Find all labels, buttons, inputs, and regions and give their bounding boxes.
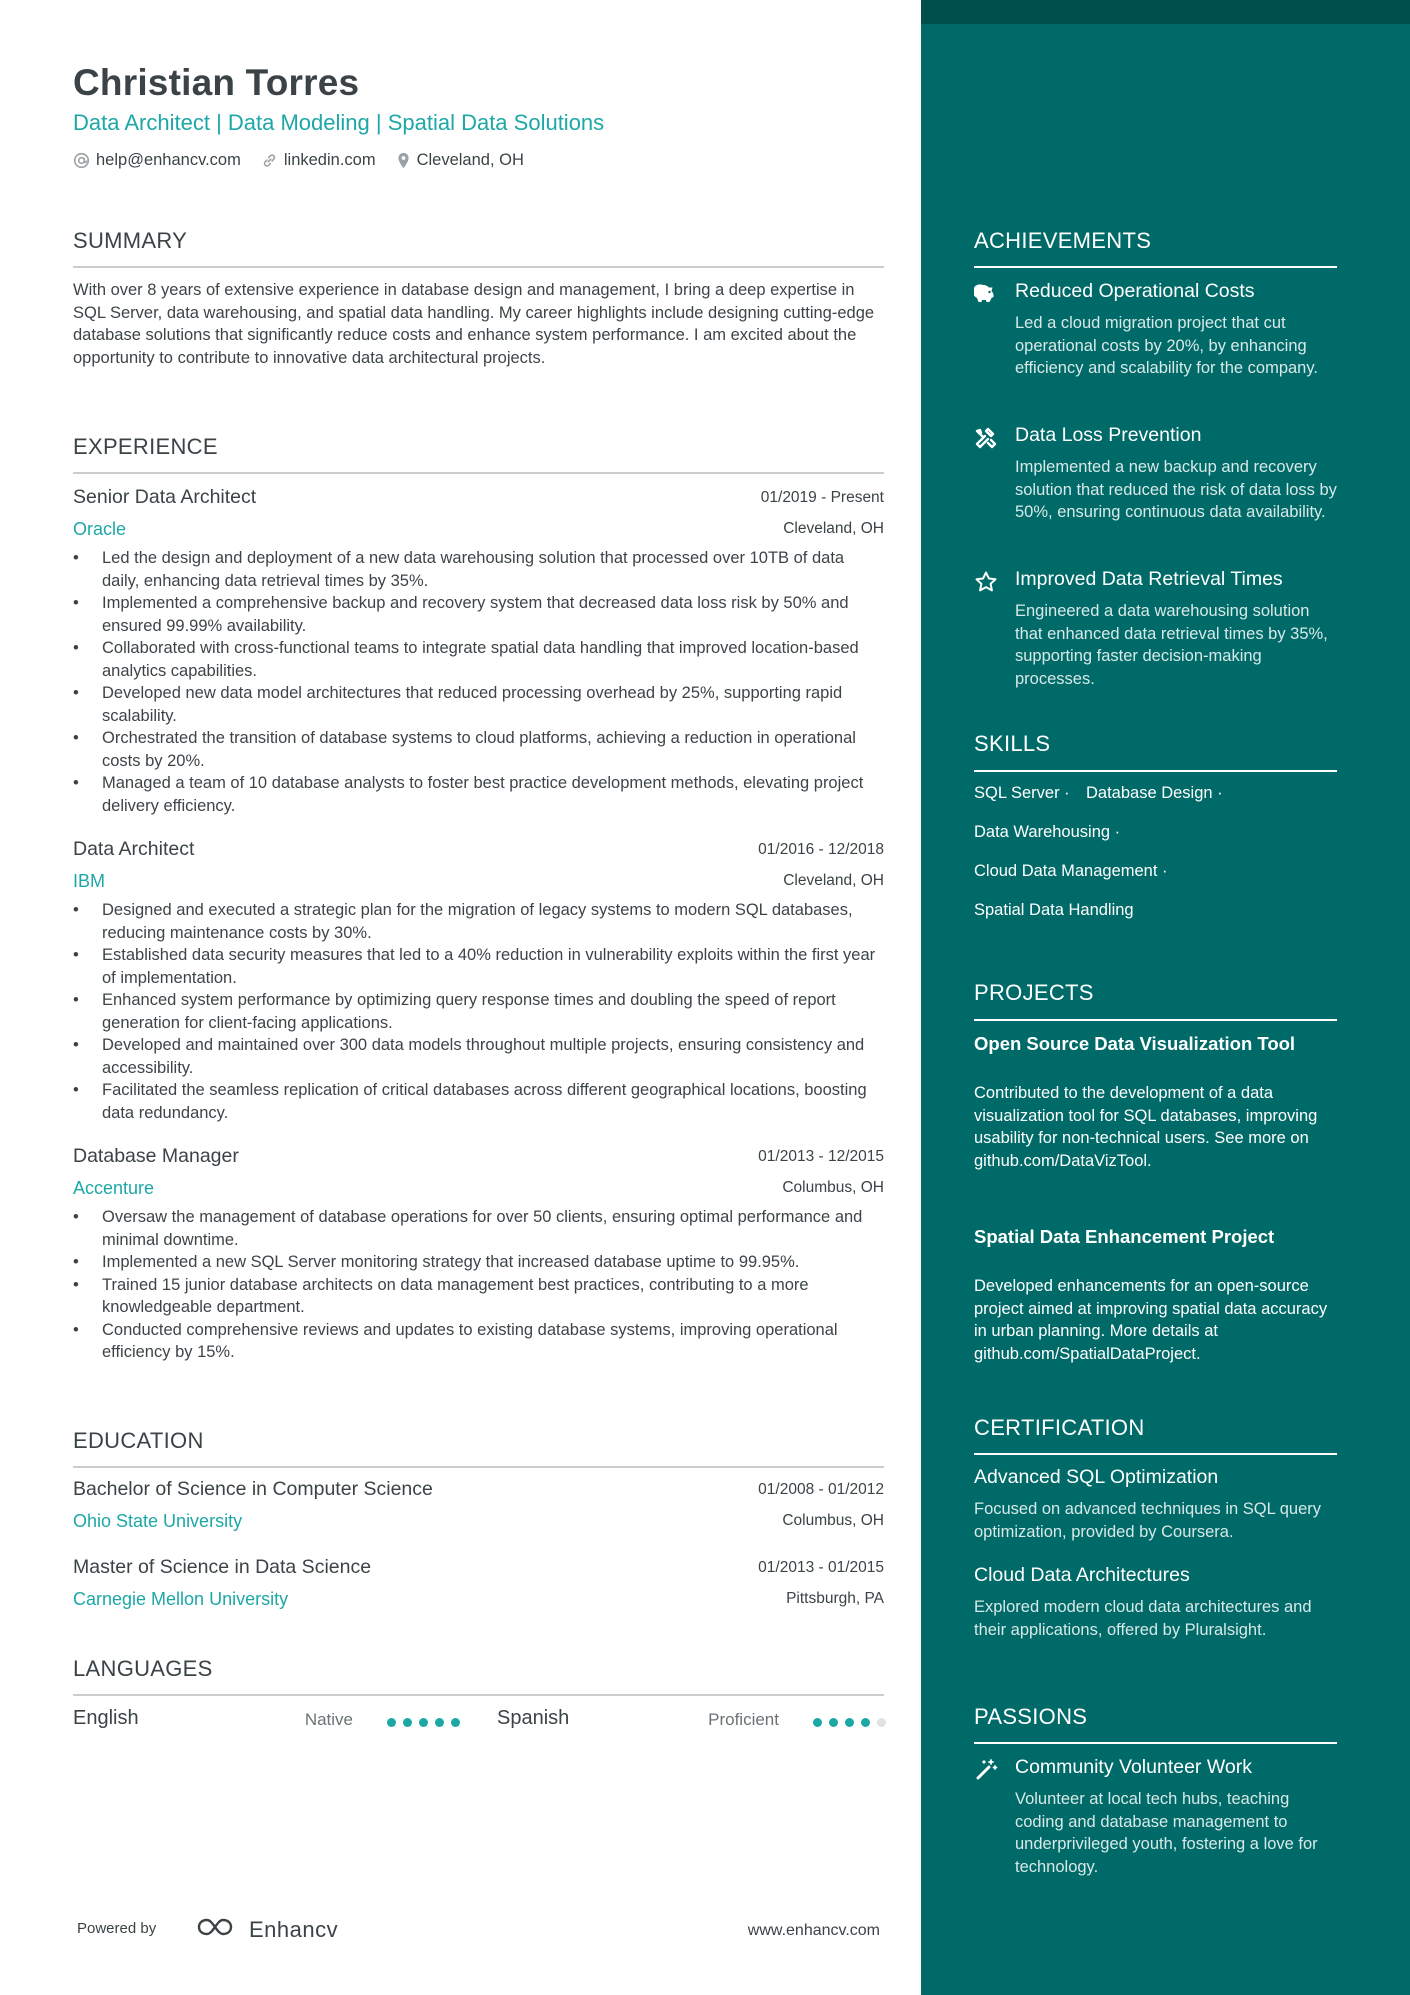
contact-bar (73, 151, 524, 170)
language-name: English (73, 1707, 139, 1729)
candidate-headline: Data Architect | Data Modeling | Spatial Data Solutions (73, 110, 605, 135)
contact-location (396, 151, 524, 170)
language-level: Native (304, 1710, 353, 1729)
experience-entry (73, 1145, 884, 1364)
rating-dot-filled (435, 1718, 444, 1727)
languages-divider (73, 1694, 884, 1696)
certification-title: Cloud Data Architectures (974, 1564, 1190, 1586)
school-name: Carnegie Mellon University (73, 1589, 289, 1609)
job-bullet: • Managed a team of 10 database analysts to foster best practice development methods, elevating project delivery efficiency. (73, 772, 884, 817)
job-bullet: • Facilitated the seamless replication of critical databases across different geographical locations, boosting data redundancy. (73, 1079, 884, 1124)
rating-dot-filled (451, 1718, 460, 1727)
rating-dot-filled (387, 1718, 396, 1727)
job-bullet: • Conducted comprehensive reviews and updates to existing database systems, improving operational efficiency by 15%. (73, 1319, 884, 1364)
rating-dot-filled (845, 1718, 854, 1727)
footer (73, 1915, 884, 1945)
skill-item: SQL Server · (974, 784, 1070, 802)
website-link[interactable]: www.enhancv.com (747, 1922, 880, 1939)
achievement-desc: Engineered a data warehousing solution that enhanced data retrieval times by 35%, supporting faster decision-making processes. (1015, 602, 1328, 688)
project-desc: Contributed to the development of a data visualization tool for SQL databases, improving usability for non-technical users. See more on github.com/DataVizTool. (974, 1084, 1318, 1170)
summary-text: With over 8 years of extensive experience in database design and management, I bring a deep expertise in SQL Server, data warehousing, and spatial data handling. My career highlights include designing cutting-edge database solutions that significantly reduce costs and enhance system performance. I am excited about the opportunity to contribute to innovative data architectural projects. (73, 281, 875, 367)
company-name: Oracle (73, 519, 127, 539)
job-bullet: • Developed new data model architectures that reduced processing overhead by 25%, supporting rapid scalability. (73, 682, 884, 727)
job-location: Columbus, OH (782, 1179, 884, 1196)
languages-heading: LANGUAGES (73, 1656, 213, 1681)
certification-divider (974, 1453, 1337, 1455)
job-dates: 01/2019 - Present (760, 489, 884, 506)
project-desc: Developed enhancements for an open-source project aimed at improving spatial data accuracy in urban planning. More details at github.com/SpatialDataProject. (974, 1277, 1328, 1363)
education-entry (73, 1556, 884, 1622)
enhancv-logo-text: Enhancv (249, 1916, 339, 1942)
job-bullet: • Orchestrated the transition of database systems to cloud platforms, achieving a reduction in operational costs by 20%. (73, 727, 884, 772)
achievement-title: Reduced Operational Costs (1015, 280, 1255, 302)
rating-dot-empty (877, 1718, 886, 1727)
passions-heading: PASSIONS (974, 1704, 1088, 1729)
experience-entry (73, 838, 884, 1124)
achievements-heading: ACHIEVEMENTS (974, 228, 1152, 253)
map-pin-icon (396, 152, 411, 169)
passion-title: Community Volunteer Work (1015, 1756, 1252, 1778)
job-title: Database Manager (73, 1145, 239, 1167)
experience-heading: EXPERIENCE (73, 434, 218, 459)
powered-by-label: Powered by (77, 1920, 157, 1937)
job-location: Cleveland, OH (783, 872, 884, 889)
language-name: Spanish (497, 1707, 570, 1729)
rating-dot-filled (419, 1718, 428, 1727)
contact-location-text: Cleveland, OH (416, 151, 524, 169)
link-icon (261, 152, 278, 169)
job-bullet: • Developed and maintained over 300 data models throughout multiple projects, ensuring consistency and accessibility. (73, 1034, 884, 1079)
sidebar-top-band (921, 0, 1410, 24)
projects-heading: PROJECTS (974, 980, 1094, 1005)
projects-divider (974, 1019, 1337, 1021)
job-bullet: • Oversaw the management of database operations for over 50 clients, ensuring optimal performance and minimal downtime. (73, 1206, 884, 1251)
job-title: Data Architect (73, 838, 195, 860)
job-title: Senior Data Architect (73, 486, 257, 508)
school-location: Pittsburgh, PA (786, 1590, 884, 1607)
job-bullet: • Established data security measures that led to a 40% reduction in vulnerability exploits within the first year of implementation. (73, 944, 884, 989)
language-rating (387, 1718, 460, 1727)
project-title: Open Source Data Visualization Tool (974, 1033, 1296, 1054)
contact-linkedin-text: linkedin.com (283, 151, 376, 169)
main-column (73, 0, 884, 1995)
rating-dot-filled (829, 1718, 838, 1727)
degree-title: Master of Science in Data Science (73, 1556, 372, 1578)
company-name: IBM (73, 871, 106, 891)
sidebar (921, 0, 1410, 1995)
enhancv-logo[interactable] (195, 1915, 338, 1944)
job-bullet: • Enhanced system performance by optimizing query response times and doubling the speed of report generation for client-facing applications. (73, 989, 884, 1034)
rating-dot-filled (403, 1718, 412, 1727)
education-heading: EDUCATION (73, 1428, 204, 1453)
job-bullets (73, 899, 884, 1124)
skills-heading: SKILLS (974, 731, 1051, 756)
tools-icon (974, 426, 998, 450)
summary-divider (73, 266, 884, 268)
job-dates: 01/2016 - 12/2018 (758, 841, 884, 858)
education-dates: 01/2013 - 01/2015 (758, 1559, 884, 1576)
education-divider (73, 1466, 884, 1468)
job-bullet: • Trained 15 junior database architects on data management best practices, contributing to a more knowledgeable department. (73, 1274, 884, 1319)
certification-desc: Focused on advanced techniques in SQL query optimization, provided by Coursera. (974, 1500, 1322, 1541)
magic-wand-icon (974, 1758, 998, 1782)
certification-heading: CERTIFICATION (974, 1415, 1145, 1440)
passions-divider (974, 1742, 1337, 1744)
skills-divider (974, 770, 1337, 772)
achievements-divider (974, 266, 1337, 268)
company-name: Accenture (73, 1178, 155, 1198)
certification-title: Advanced SQL Optimization (974, 1466, 1219, 1488)
contact-email[interactable] (73, 151, 241, 170)
skill-item: Cloud Data Management · (974, 862, 1168, 880)
skill-item: Database Design · (1086, 784, 1223, 802)
job-location: Cleveland, OH (783, 520, 884, 537)
job-bullet: • Implemented a comprehensive backup and recovery system that decreased data loss risk by 50% and ensured 99.99% availability. (73, 592, 884, 637)
experience-entry (73, 486, 884, 817)
certification-desc: Explored modern cloud data architectures and their applications, offered by Pluralsight. (974, 1598, 1312, 1639)
piggy-bank-icon (974, 282, 998, 306)
passion-desc: Volunteer at local tech hubs, teaching coding and database management to underprivileged youth, fostering a love for technology. (1015, 1790, 1318, 1876)
at-sign-icon (73, 152, 90, 169)
skill-item: Spatial Data Handling (974, 901, 1134, 919)
job-dates: 01/2013 - 12/2015 (758, 1148, 884, 1165)
job-bullets (73, 547, 884, 817)
star-icon (974, 570, 998, 594)
school-location: Columbus, OH (782, 1512, 884, 1529)
job-bullets (73, 1206, 884, 1364)
language-rating (813, 1718, 886, 1727)
job-bullet: • Led the design and deployment of a new data warehousing solution that processed over 10TB of data daily, enhancing data retrieval times by 35%. (73, 547, 884, 592)
achievement-desc: Led a cloud migration project that cut operational costs by 20%, by enhancing efficiency and scalability for the company. (1015, 314, 1318, 377)
contact-linkedin[interactable] (261, 151, 376, 170)
education-entry (73, 1478, 884, 1544)
project-title: Spatial Data Enhancement Project (974, 1226, 1275, 1247)
job-bullet: • Collaborated with cross-functional teams to integrate spatial data handling that improved location-based analytics capabilities. (73, 637, 884, 682)
job-bullet: • Implemented a new SQL Server monitoring strategy that increased database uptime to 99.95%. (73, 1251, 884, 1274)
enhancv-logo-icon (195, 1915, 241, 1944)
candidate-name: Christian Torres (73, 62, 360, 103)
experience-divider (73, 472, 884, 474)
job-bullet: • Designed and executed a strategic plan for the migration of legacy systems to modern SQL databases, reducing maintenance costs by 30%. (73, 899, 884, 944)
rating-dot-filled (813, 1718, 822, 1727)
achievement-desc: Implemented a new backup and recovery solution that reduced the risk of data loss by 50%, ensuring continuous data availability. (1015, 458, 1337, 521)
degree-title: Bachelor of Science in Computer Science (73, 1478, 433, 1500)
school-name: Ohio State University (73, 1511, 243, 1531)
achievement-title: Data Loss Prevention (1015, 424, 1202, 446)
languages-row (73, 1707, 884, 1737)
language-level: Proficient (708, 1710, 779, 1729)
education-dates: 01/2008 - 01/2012 (758, 1481, 884, 1498)
skill-item: Data Warehousing · (974, 823, 1121, 841)
achievement-title: Improved Data Retrieval Times (1015, 568, 1283, 590)
summary-heading: SUMMARY (73, 228, 188, 253)
contact-email-text: help@enhancv.com (96, 151, 241, 169)
rating-dot-filled (861, 1718, 870, 1727)
